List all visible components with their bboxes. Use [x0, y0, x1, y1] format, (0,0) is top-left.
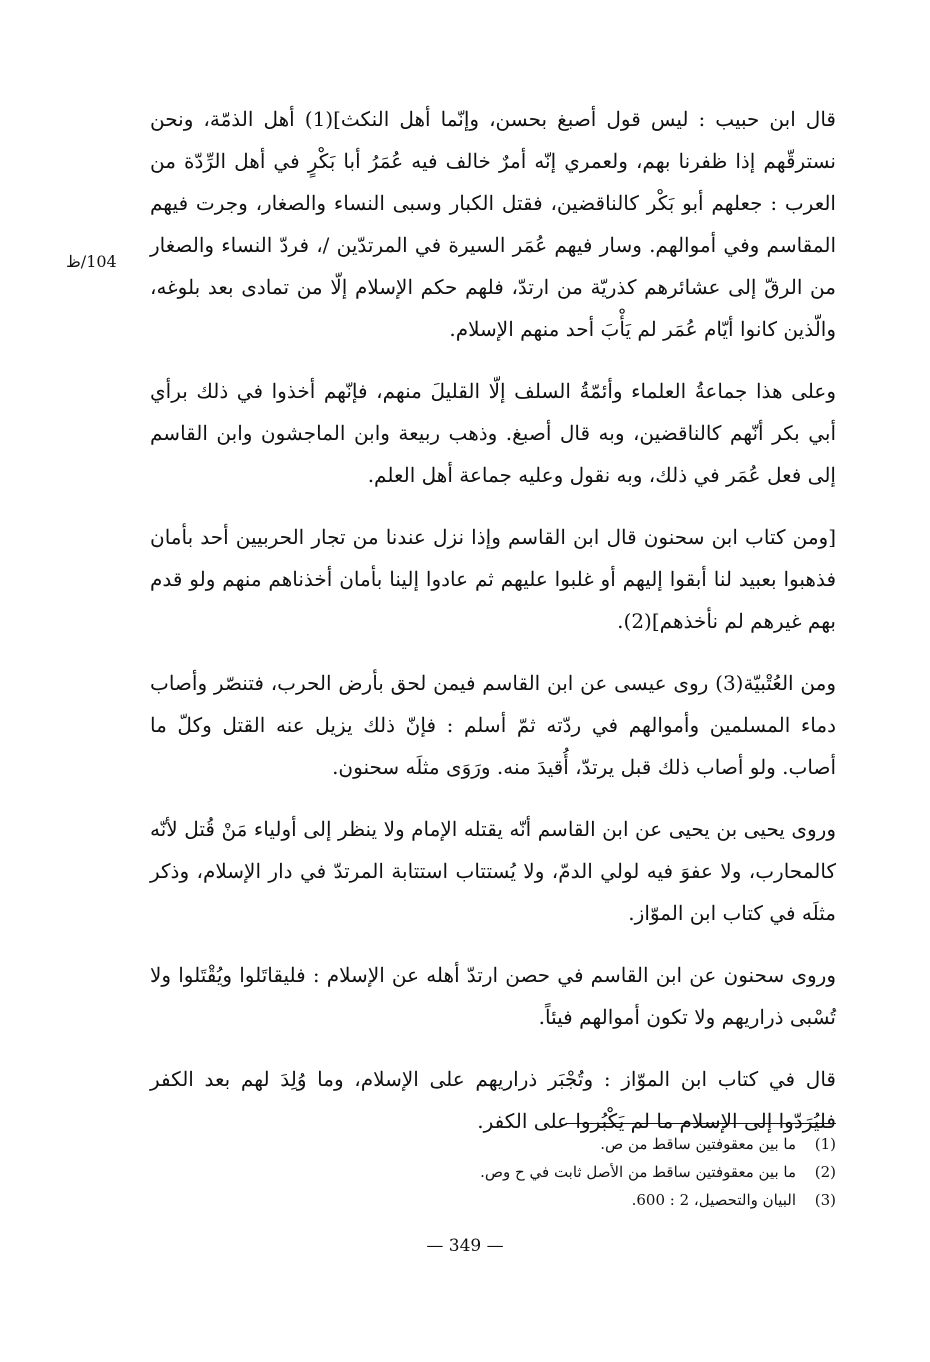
footnote-text: ما بين معقوفتين ساقط من الأصل ثابت في ح وص. — [480, 1163, 796, 1181]
paragraph-1: قال ابن حبيب : ليس قول أصبغ بحسن، وإنّما أهل النكث](1) أهل الذمّة، ونحن نسترقّهم إذا ظفرنا بهم، ولعمري إنّه أمرٌ خالف فيه عُمَرُ أبا بَكْرٍ في أهل الرِّدّة من العرب : جعلهم أبو بَكْر كالناقضين، فقتل الكبار وسبى النساء والصغار، وجرت فيهم المقاسم وفي أموالهم. وسار فيهم عُمَر السيرة في المرتدّين /، فردّ النساء والصغار من الرقّ إلى عشائرهم كذريّة من ارتدّ، فلهم حكم الإسلام إلّا من تمادى بعد بلوغه، والّذين كانوا أيّام عُمَر لم يَأْبَ أحد منهم الإسلام. — [150, 107, 836, 341]
footnote-2 — [380, 1158, 836, 1186]
footnote-text: البيان والتحصيل، 2 : 600. — [631, 1191, 796, 1209]
footnote-number: (3) — [814, 1191, 836, 1209]
footnote-divider — [566, 1123, 836, 1124]
footnote-text: ما بين معقوفتين ساقط من ص. — [600, 1135, 796, 1153]
main-text — [150, 98, 836, 1162]
footnote-3 — [380, 1186, 836, 1214]
footnote-number: (1) — [814, 1135, 836, 1153]
footnote-number: (2) — [814, 1163, 836, 1181]
paragraph-4: ومن العُتْبيّة(3) روى عيسى عن ابن القاسم فيمن لحق بأرض الحرب، فتنصّر وأصاب دماء المسلمين وأموالهم في ردّته ثمّ أسلم : فإنّ ذلك يزيل عنه القتل وكلّ ما أصاب. ولو أصاب ذلك قبل يرتدّ، أُقيدَ منه. ورَوَى مثلَه سحنون. — [150, 671, 836, 779]
paragraph-5: وروى يحيى بن يحيى عن ابن القاسم أنّه يقتله الإمام ولا ينظر إلى أولياء مَنْ قُتل لأنّه كالمحارب، ولا عفوَ فيه لولي الدمّ، ولا يُستتاب استتابة المرتدّ في دار الإسلام، وذكر مثلَه في كتاب ابن الموّاز. — [150, 817, 836, 925]
footnote-1 — [380, 1130, 836, 1158]
paragraph-3: [ومن كتاب ابن سحنون قال ابن القاسم وإذا نزل عندنا من تجار الحربيين أحد بأمان فذهبوا بعبيد لنا أبقوا إليهم أو غلبوا عليهم ثم عادوا إلينا بأمان أخذناهم منهم ولو قدم بهم غيرهم لم نأخذهم](2). — [150, 525, 836, 633]
page-number: — 349 — — [426, 1236, 504, 1256]
footnotes — [380, 1130, 836, 1214]
margin-folio-note: 104/ظ — [66, 252, 117, 271]
paragraph-2: وعلى هذا جماعةُ العلماء وأئمّةُ السلف إلّا القليلَ منهم، فإنّهم أخذوا في ذلك برأي أبي بكر أنّهم كالناقضين، وبه قال أصبغ. وذهب ربيعة وابن الماجشون وابن القاسم إلى فعل عُمَر في ذلك، وبه نقول وعليه جماعة أهل العلم. — [150, 379, 836, 487]
paragraph-7: قال في كتاب ابن الموّاز : وتُجْبَر ذراريهم على الإسلام، وما وُلِدَ لهم بعد الكفر فليُرَدّوا إلى الإسلام ما لم يَكْبُروا على الكفر. — [150, 1067, 836, 1133]
paragraph-6: وروى سحنون عن ابن القاسم في حصن ارتدّ أهله عن الإسلام : فليقاتَلوا ويُقْتَلوا ولا تُسْبى ذراريهم ولا تكون أموالهم فيئاً. — [150, 963, 836, 1029]
